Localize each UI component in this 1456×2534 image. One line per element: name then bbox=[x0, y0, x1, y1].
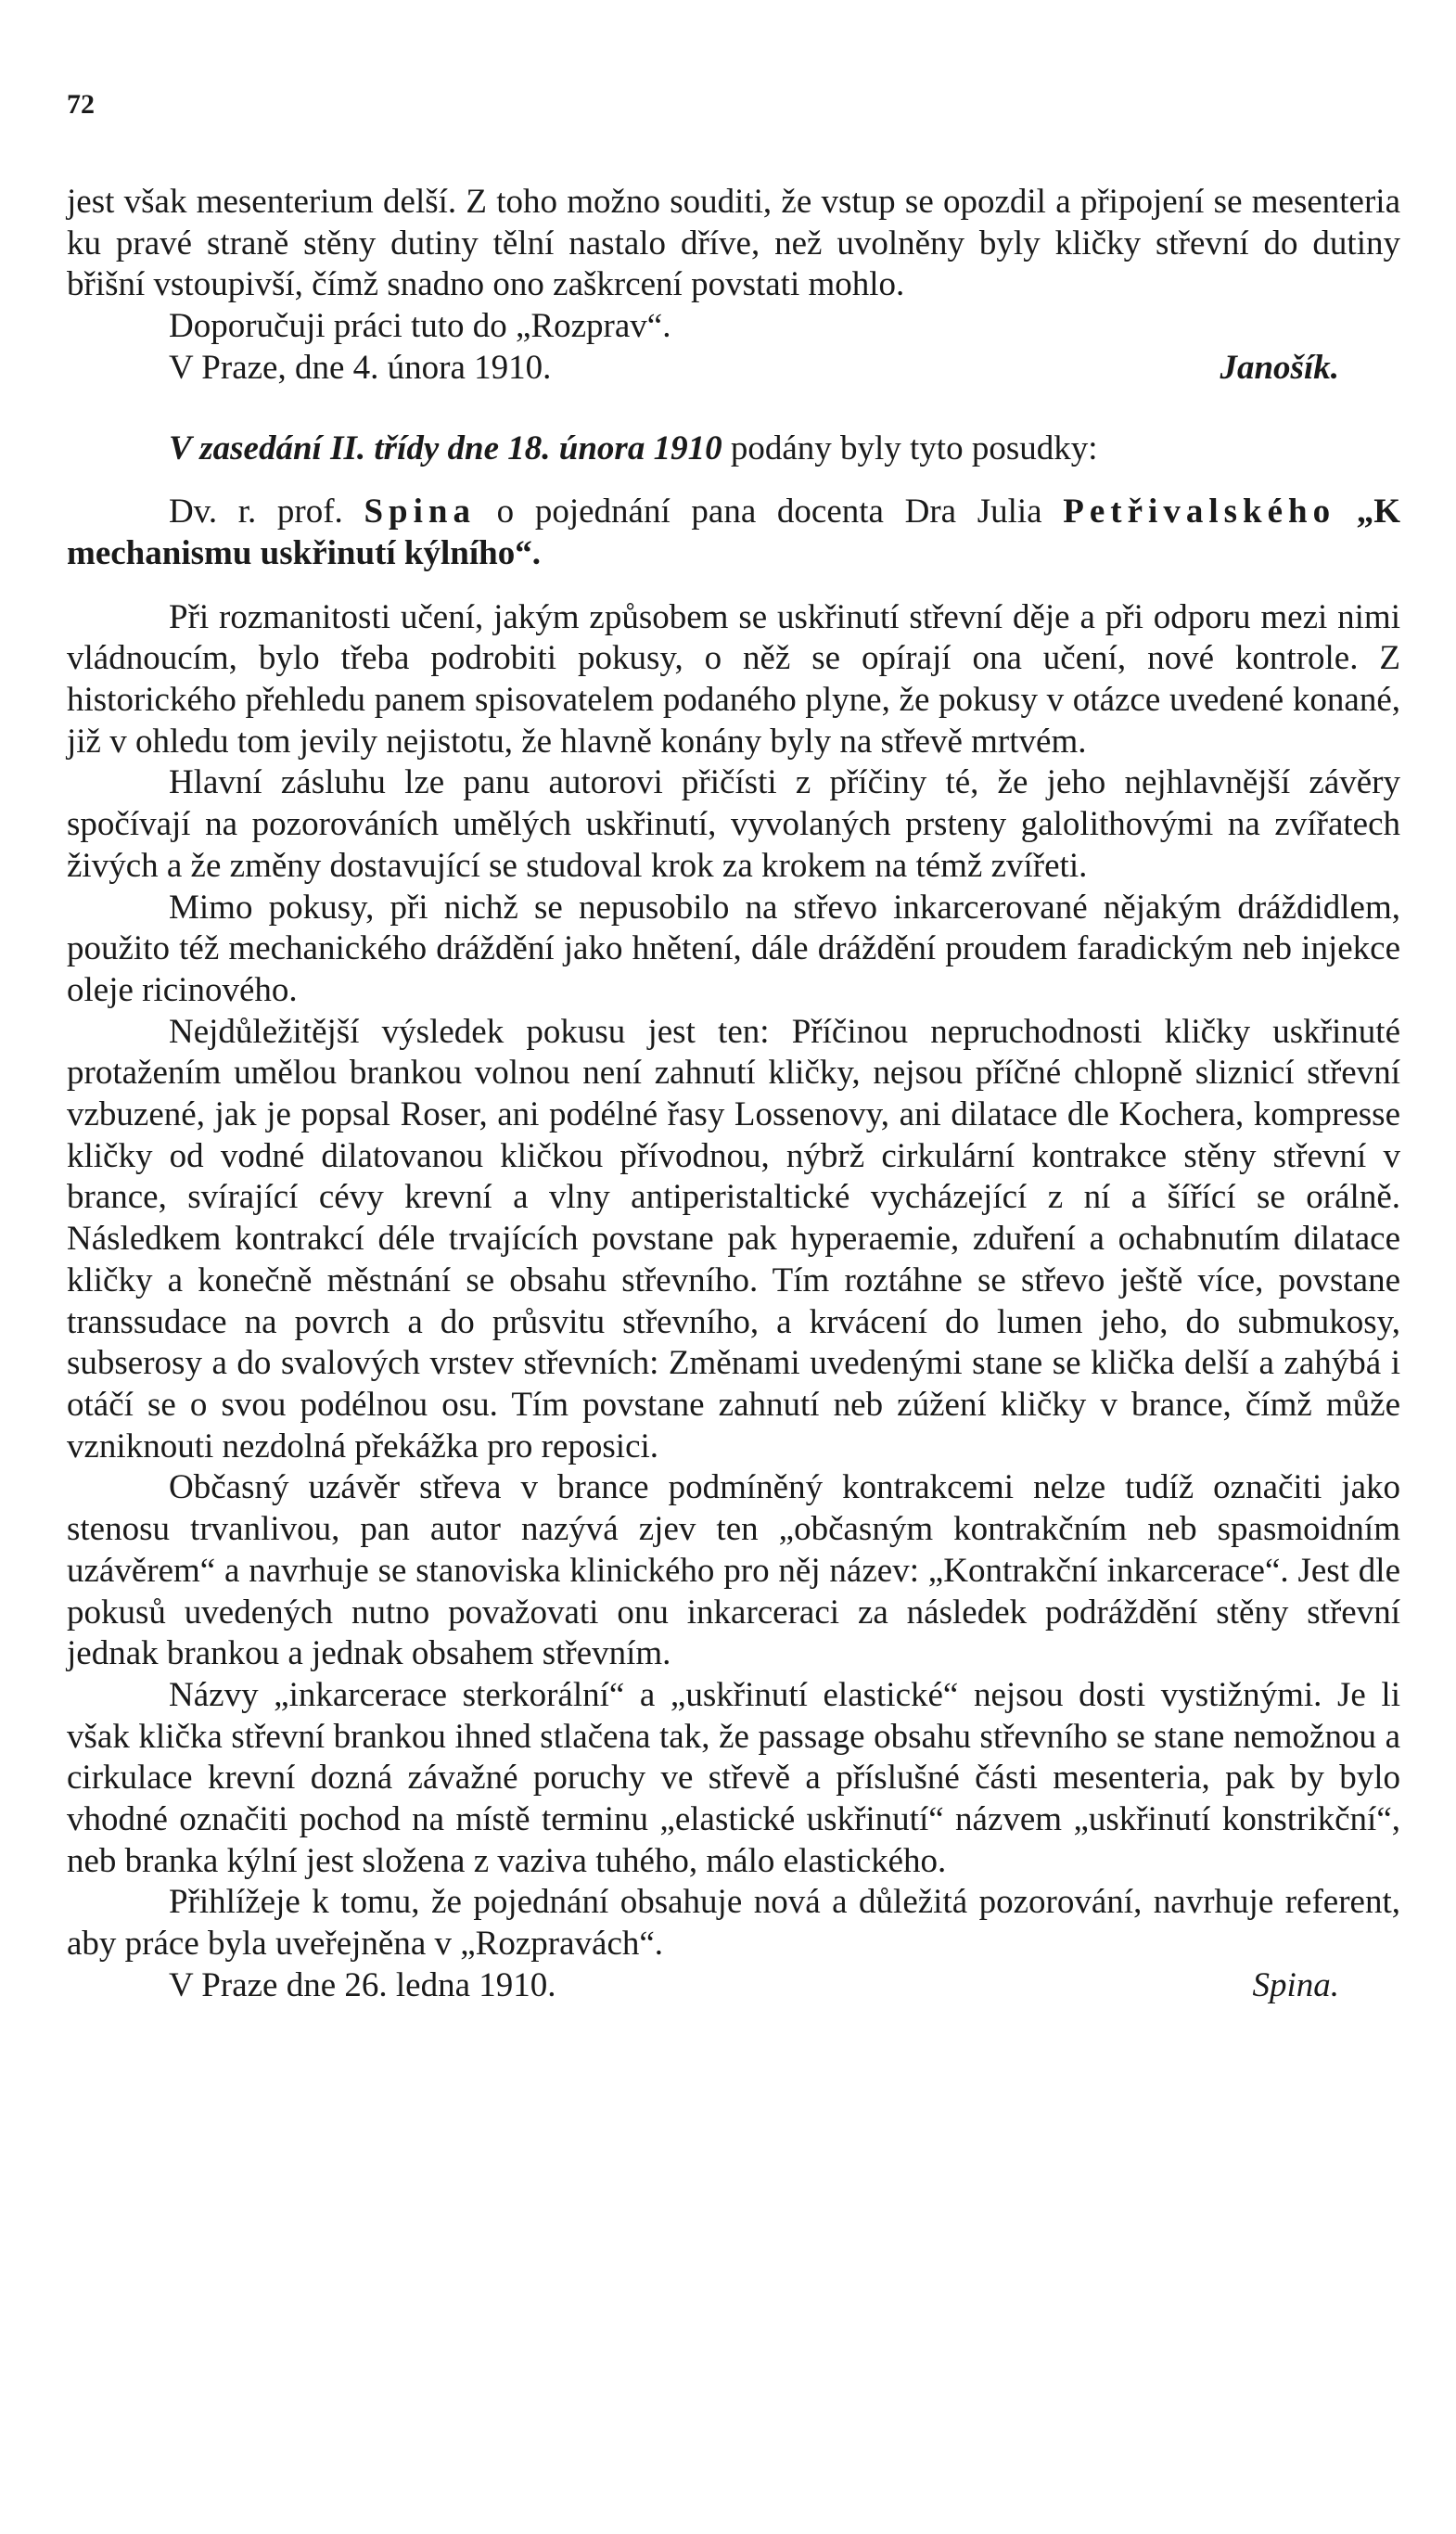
review-paragraph: Při rozmanitosti učení, jakým způsobem se uskřinutí střevní děje a při odporu mezi nimi vládnoucím, bylo třeba podrobiti pokusy, o něž se opírají ona učení, nové kontrole. Z historického přehledu panem spisovatelem podaného plyne, že pokusy v otázce uvedené konané, již v ohledu tom jevily nejistotu, že hlavně konány byly na střevě mrtvém. bbox=[67, 597, 1400, 761]
reviewer-name: Spina bbox=[364, 493, 476, 531]
session-heading-tail: podány byly tyto posudky: bbox=[730, 429, 1098, 467]
review-paragraph: Přihlížeje k tomu, že pojednání obsahuje nová a důležitá pozorování, navrhuje referent, aby práce byla uveřejněna v „Rozpravách“. bbox=[67, 1883, 1400, 1964]
review-paragraph: Mimo pokusy, při nichž se nepusobilo na střevo inkarcerované nějakým dráždidlem, použito též mechanického dráždění jako hnětení, dále dráždění proudem faradickým neb injekce oleje ricinového. bbox=[67, 888, 1400, 1009]
session-heading-line bbox=[67, 429, 1400, 470]
review-paragraph: Názvy „inkarcerace sterkorální“ a „uskřinutí elastické“ nejsou dosti vystižnými. Je li však klička střevní brankou ihned stlačena tak, že passage obsahu střevního se stane nemožnou a cirkulace krevní dozná závažné poruchy ve střevě a příslušné části mesenteria, pak by bylo vhodné označiti pochod na místě terminu „elastické uskřinutí“ názvem „uskřinutí konstrikční“, neb branka kýlní jest složena z vaziva tuhého, málo elastického. bbox=[67, 1675, 1400, 1880]
signature: Spina. bbox=[1252, 1965, 1339, 2004]
page-number: 72 bbox=[67, 89, 95, 120]
review-heading bbox=[67, 492, 1400, 574]
place-date: V Praze dne 26. ledna 1910. bbox=[169, 1965, 556, 2004]
signature: Janošík. bbox=[1220, 348, 1339, 387]
author-name-part-1: Petři bbox=[1063, 493, 1164, 531]
session-heading: V zasedání II. třídy dne 18. února 1910 bbox=[169, 429, 722, 467]
closing-line-2 bbox=[67, 1965, 1400, 2007]
review-mid: o pojednání pana docenta Dra Julia bbox=[496, 493, 1042, 531]
review-title: „K mechanismu uskřinutí kýlního“. bbox=[67, 493, 1401, 572]
review-paragraph: Hlavní zásluhu lze panu autorovi přičísti z příčiny té, že jeho nejhlavnější závěry spočívají na pozorováních umělých uskřinutí, vyvolaných prsteny galolithovými na zvířatech živých a že změny dostavující se studoval krok za krokem na témž zvířeti. bbox=[67, 763, 1400, 885]
intro-paragraph: jest však mesenterium delší. Z toho možno souditi, že vstup se opozdil a připojení se mesenteria ku pravé straně stěny dutiny tělní nastalo dříve, než uvolněny byly kličky střevní do dutiny břišní vstoupivší, čímž snadno ono zaškrcení povstati mohlo. bbox=[67, 183, 1400, 304]
review-prefix: Dv. r. prof. bbox=[169, 493, 343, 531]
place-date: V Praze, dne 4. února 1910. bbox=[169, 348, 552, 387]
recommendation-line: Doporučuji práci tuto do „Rozprav“. bbox=[169, 307, 671, 346]
review-paragraph: Občasný uzávěr střeva v brance podmíněný kontrakcemi nelze tudíž označiti jako stenosu trvanlivou, pan autor nazývá zjev ten „občasným kontrakčním neb spasmoidním uzávěrem“ a navrhuje se stanoviska klinického pro něj název: „Kontrakční inkarcerace“. Jest dle pokusů uvedených nutno považovati onu inkarceraci za následek podráždění stěny střevní jednak brankou a jednak obsahem střevním. bbox=[67, 1468, 1400, 1673]
page-body bbox=[67, 182, 1400, 2007]
author-name-part-2: valského bbox=[1163, 493, 1336, 531]
closing-line-1 bbox=[67, 348, 1400, 390]
review-paragraph: Nejdůležitější výsledek pokusu jest ten: Příčinou nepruchodnosti kličky uskřinuté protažením umělou brankou volnou není zahnutí kličky, nejsou příčné chlopně sliznicí střevní vzbuzené, jak je popsal Roser, ani podélné řasy Lossenovy, ani dilatace dle Kochera, kompresse kličky od vodné dilatovanou kličkou přívodnou, nýbrž cirkulární kontrakce stěny střevní v brance, svírající cévy krevní a vlny antiperistaltické vycházející z ní a šířící se orálně. Následkem kontrakcí déle trvajících povstane pak hyperaemie, zduření a ochabnutím dilatace kličky a konečně městnání se obsahu střevního. Tím roztáhne se střevo ještě více, povstane transsudace na povrch a do průsvitu střevního, a krvácení do lumen jeho, do submukosy, subserosy a do svalových vrstev střevních: Změnami uvedenými stane se klička delší a zahýbá i otáčí se o svou podélnou osu. Tím povstane zahnutí neb zúžení kličky v brance, čímž může vzniknouti nezdolná překážka pro reposici. bbox=[67, 1012, 1400, 1465]
